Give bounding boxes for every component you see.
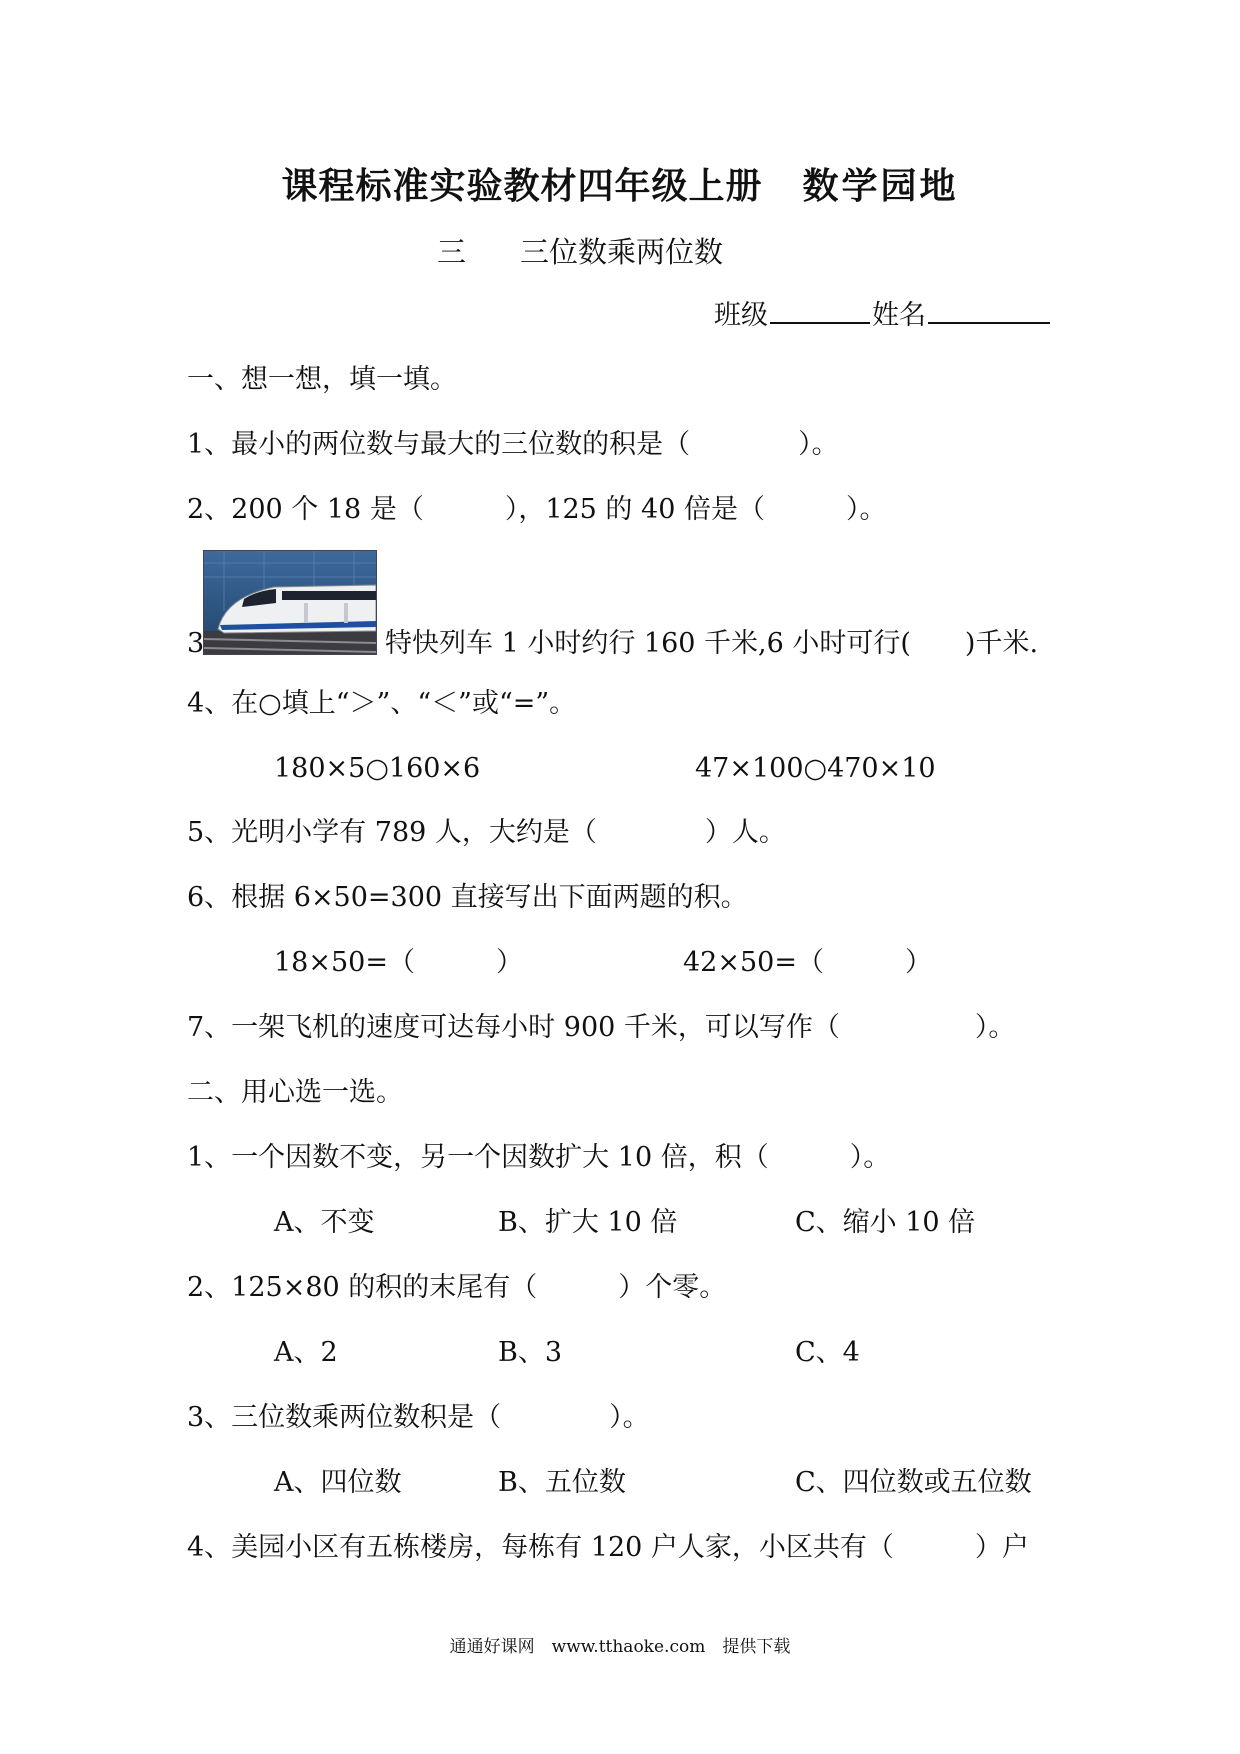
- option-2-1-c: C、缩小 10 倍: [795, 1207, 976, 1238]
- train-photo: [203, 550, 377, 655]
- question-1-6-a: 18×50=（ ）: [274, 947, 523, 978]
- chapter-title: 三位数乘两位数: [520, 235, 724, 269]
- student-info: [714, 294, 1052, 336]
- option-2-3-a: A、四位数: [274, 1467, 402, 1498]
- title-tag: 数学园地: [802, 166, 959, 207]
- question-1-6-b: 42×50=（ ）: [683, 947, 932, 978]
- question-1-6: 6、根据 6×50=300 直接写出下面两题的积。: [187, 882, 748, 913]
- question-1-3-number: 3: [187, 628, 205, 659]
- name-blank[interactable]: [928, 294, 1050, 324]
- question-1-4-b: 47×100○470×10: [695, 753, 936, 784]
- class-label: 班级: [714, 300, 768, 331]
- option-2-2-a: A、2: [274, 1337, 338, 1368]
- question-2-1: 1、一个因数不变，另一个因数扩大 10 倍，积（ ）。: [187, 1142, 891, 1173]
- option-2-3-c: C、四位数或五位数: [795, 1467, 1032, 1498]
- question-1-7: 7、一架飞机的速度可达每小时 900 千米，可以写作（ ）。: [187, 1012, 1016, 1043]
- option-2-1-b: B、扩大 10 倍: [498, 1207, 678, 1238]
- question-2-3: 3、三位数乘两位数积是（ ）。: [187, 1402, 650, 1433]
- chapter-number: 三: [437, 235, 467, 269]
- question-1-2: 2、200 个 18 是（ ），125 的 40 倍是（ ）。: [187, 494, 887, 525]
- option-2-2-c: C、4: [795, 1337, 860, 1368]
- option-2-2-b: B、3: [498, 1337, 563, 1368]
- question-2-2: 2、125×80 的积的末尾有（ ）个零。: [187, 1272, 727, 1303]
- name-label: 姓名: [872, 300, 926, 331]
- footer-credit: 通通好课网 www.tthaoke.com 提供下载: [449, 1637, 791, 1657]
- option-2-1-a: A、不变: [274, 1207, 375, 1238]
- option-2-3-b: B、五位数: [498, 1467, 626, 1498]
- question-1-3: 特快列车 1 小时约行 160 千米,6 小时可行( )千米.: [385, 628, 1039, 659]
- question-1-4: 4、在○填上“＞”、“＜”或“=”。: [187, 688, 577, 719]
- question-1-4-a: 180×5○160×6: [274, 753, 481, 784]
- page-title: [0, 158, 1240, 209]
- section1-heading: 一、想一想，填一填。: [187, 364, 457, 395]
- question-2-4: 4、美园小区有五栋楼房，每栋有 120 户人家，小区共有（ ）户: [187, 1532, 1029, 1563]
- class-blank[interactable]: [770, 294, 870, 324]
- question-1-5: 5、光明小学有 789 人，大约是（ ）人。: [187, 817, 786, 848]
- chapter-heading: [437, 230, 723, 271]
- question-1-1: 1、最小的两位数与最大的三位数的积是（ ）。: [187, 429, 839, 460]
- section2-heading: 二、用心选一选。: [187, 1077, 403, 1108]
- title-main: 课程标准实验教材四年级上册: [281, 166, 763, 207]
